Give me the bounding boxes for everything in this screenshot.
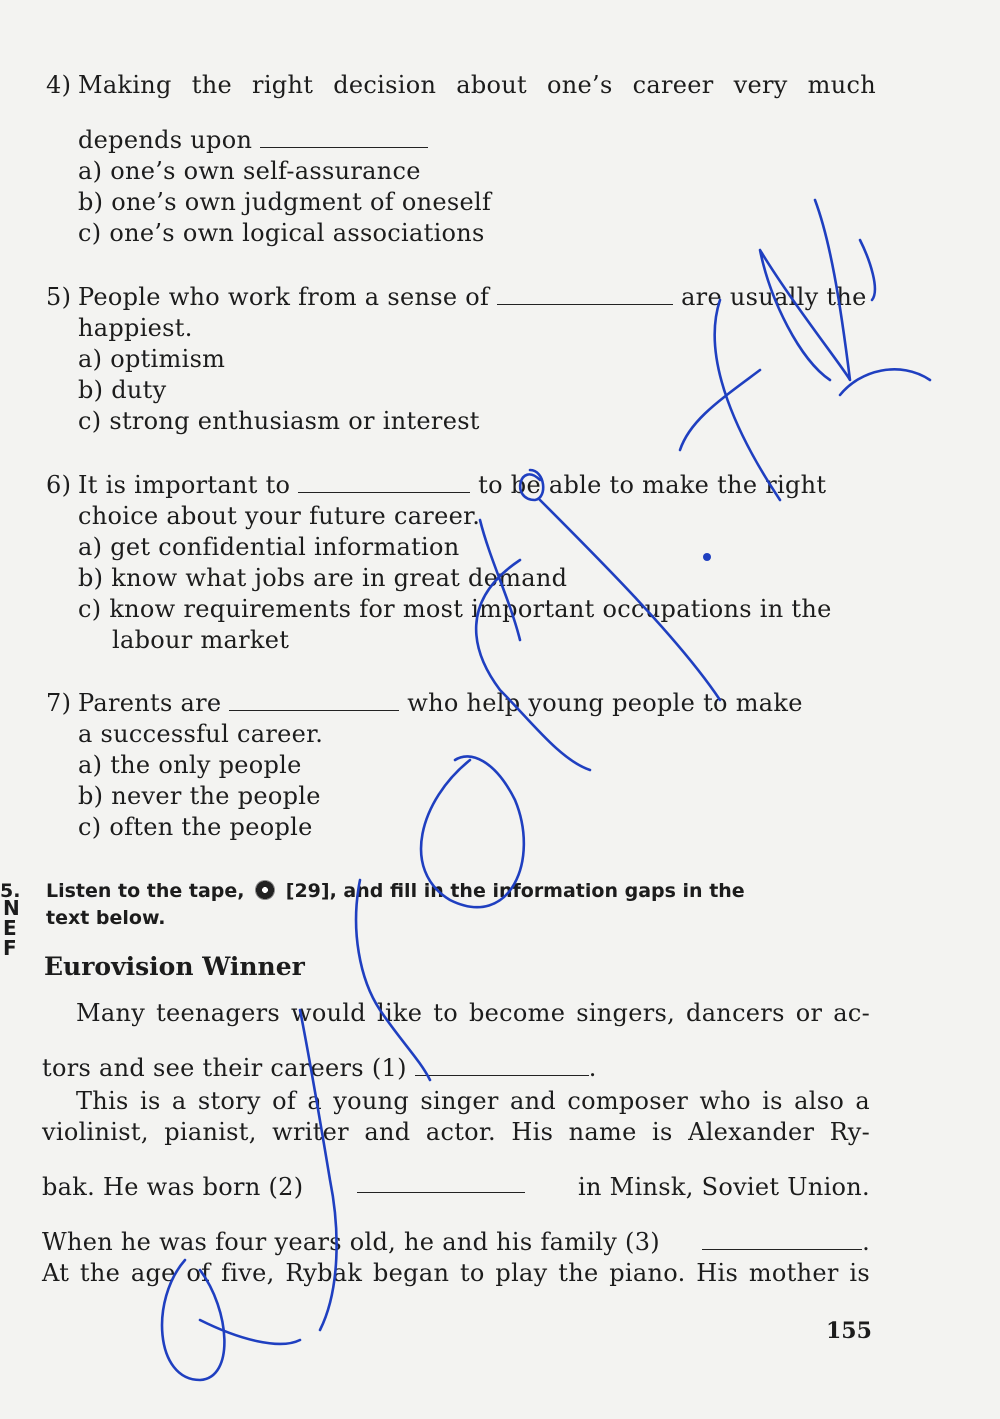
answer-blank-2 [357,1172,525,1193]
article-paragraph-2 [42,1086,870,1289]
question-text: Making the right decision about one’s career very much [78,71,876,99]
question-text: People who work from a sense of [78,283,490,311]
option-a: a) one’s own self-assurance [78,157,421,185]
question-5 [46,282,876,437]
option-a: a) get confidential information [78,533,460,561]
question-6 [46,470,876,656]
page-number: 155 [826,1318,872,1344]
question-number: 7) [46,689,72,717]
option-c: c) often the people [78,813,313,841]
exercise-instruction [0,878,890,932]
answer-blank [497,284,673,305]
question-number: 4) [46,71,72,99]
question-text: Parents are [78,689,222,717]
option-b: b) never the people [78,782,321,810]
paragraph-line: bak. He was born (2) in Minsk, Soviet Union. [42,1173,870,1201]
question-stem [78,282,876,313]
paragraph-line: This is a story of a young singer and composer who is also a [76,1087,870,1115]
article-title: Eurovision Winner [44,952,305,981]
option-c: c) one’s own logical associations [78,219,485,247]
paragraph-line: At the age of five, Rybak began to play the piano. His mother is [42,1259,870,1287]
margin-marker: N E F [3,896,20,960]
question-stem-cont: happiest. [78,314,193,342]
answer-blank [298,472,470,493]
instruction-text: [29], and fill in the information gaps in the [285,880,745,902]
question-text: depends upon [78,126,253,154]
paragraph-line: Many teenagers would like to become singers, dancers or ac- [76,999,870,1027]
question-stem [78,470,876,501]
question-number: 5) [46,283,72,311]
question-stem-cont: choice about your future career. [78,502,481,530]
question-text: who help young people to make [407,689,803,717]
exercise-text [46,878,890,905]
option-c-cont: labour market [112,626,290,654]
paragraph-line: violinist, pianist, writer and actor. His name is Alexander Ry- [42,1118,870,1146]
article-paragraph-1 [42,998,870,1084]
question-stem [78,688,876,719]
question-stem-cont: a successful career. [78,720,324,748]
question-stem [78,70,876,101]
question-text: It is important to [78,471,291,499]
exercise-number: 5. [0,880,21,902]
audio-cd-icon [255,880,275,900]
question-4 [46,70,876,249]
question-number: 6) [46,471,72,499]
question-text: to be able to make the right [478,471,827,499]
question-7 [46,688,876,843]
option-c: c) strong enthusiasm or interest [78,407,480,435]
answer-blank-1 [415,1055,589,1076]
option-b: b) know what jobs are in great demand [78,564,568,592]
option-a: a) the only people [78,751,302,779]
option-a: a) optimism [78,345,226,373]
option-b: b) one’s own judgment of oneself [78,188,492,216]
paragraph-line: When he was four years old, he and his family (3) . [42,1228,870,1256]
scribble-stroke [200,1320,300,1344]
answer-blank [229,690,399,711]
answer-blank [260,127,428,148]
option-b: b) duty [78,376,167,404]
instruction-text: Listen to the tape, [46,880,245,902]
answer-blank-3 [702,1229,862,1250]
option-c: c) know requirements for most important occupations in the [78,595,832,623]
exercise-text-cont: text below. [46,907,166,929]
paragraph-line: tors and see their careers (1) . [42,1054,597,1082]
question-stem-cont [78,125,876,156]
question-text: are usually the [681,283,867,311]
